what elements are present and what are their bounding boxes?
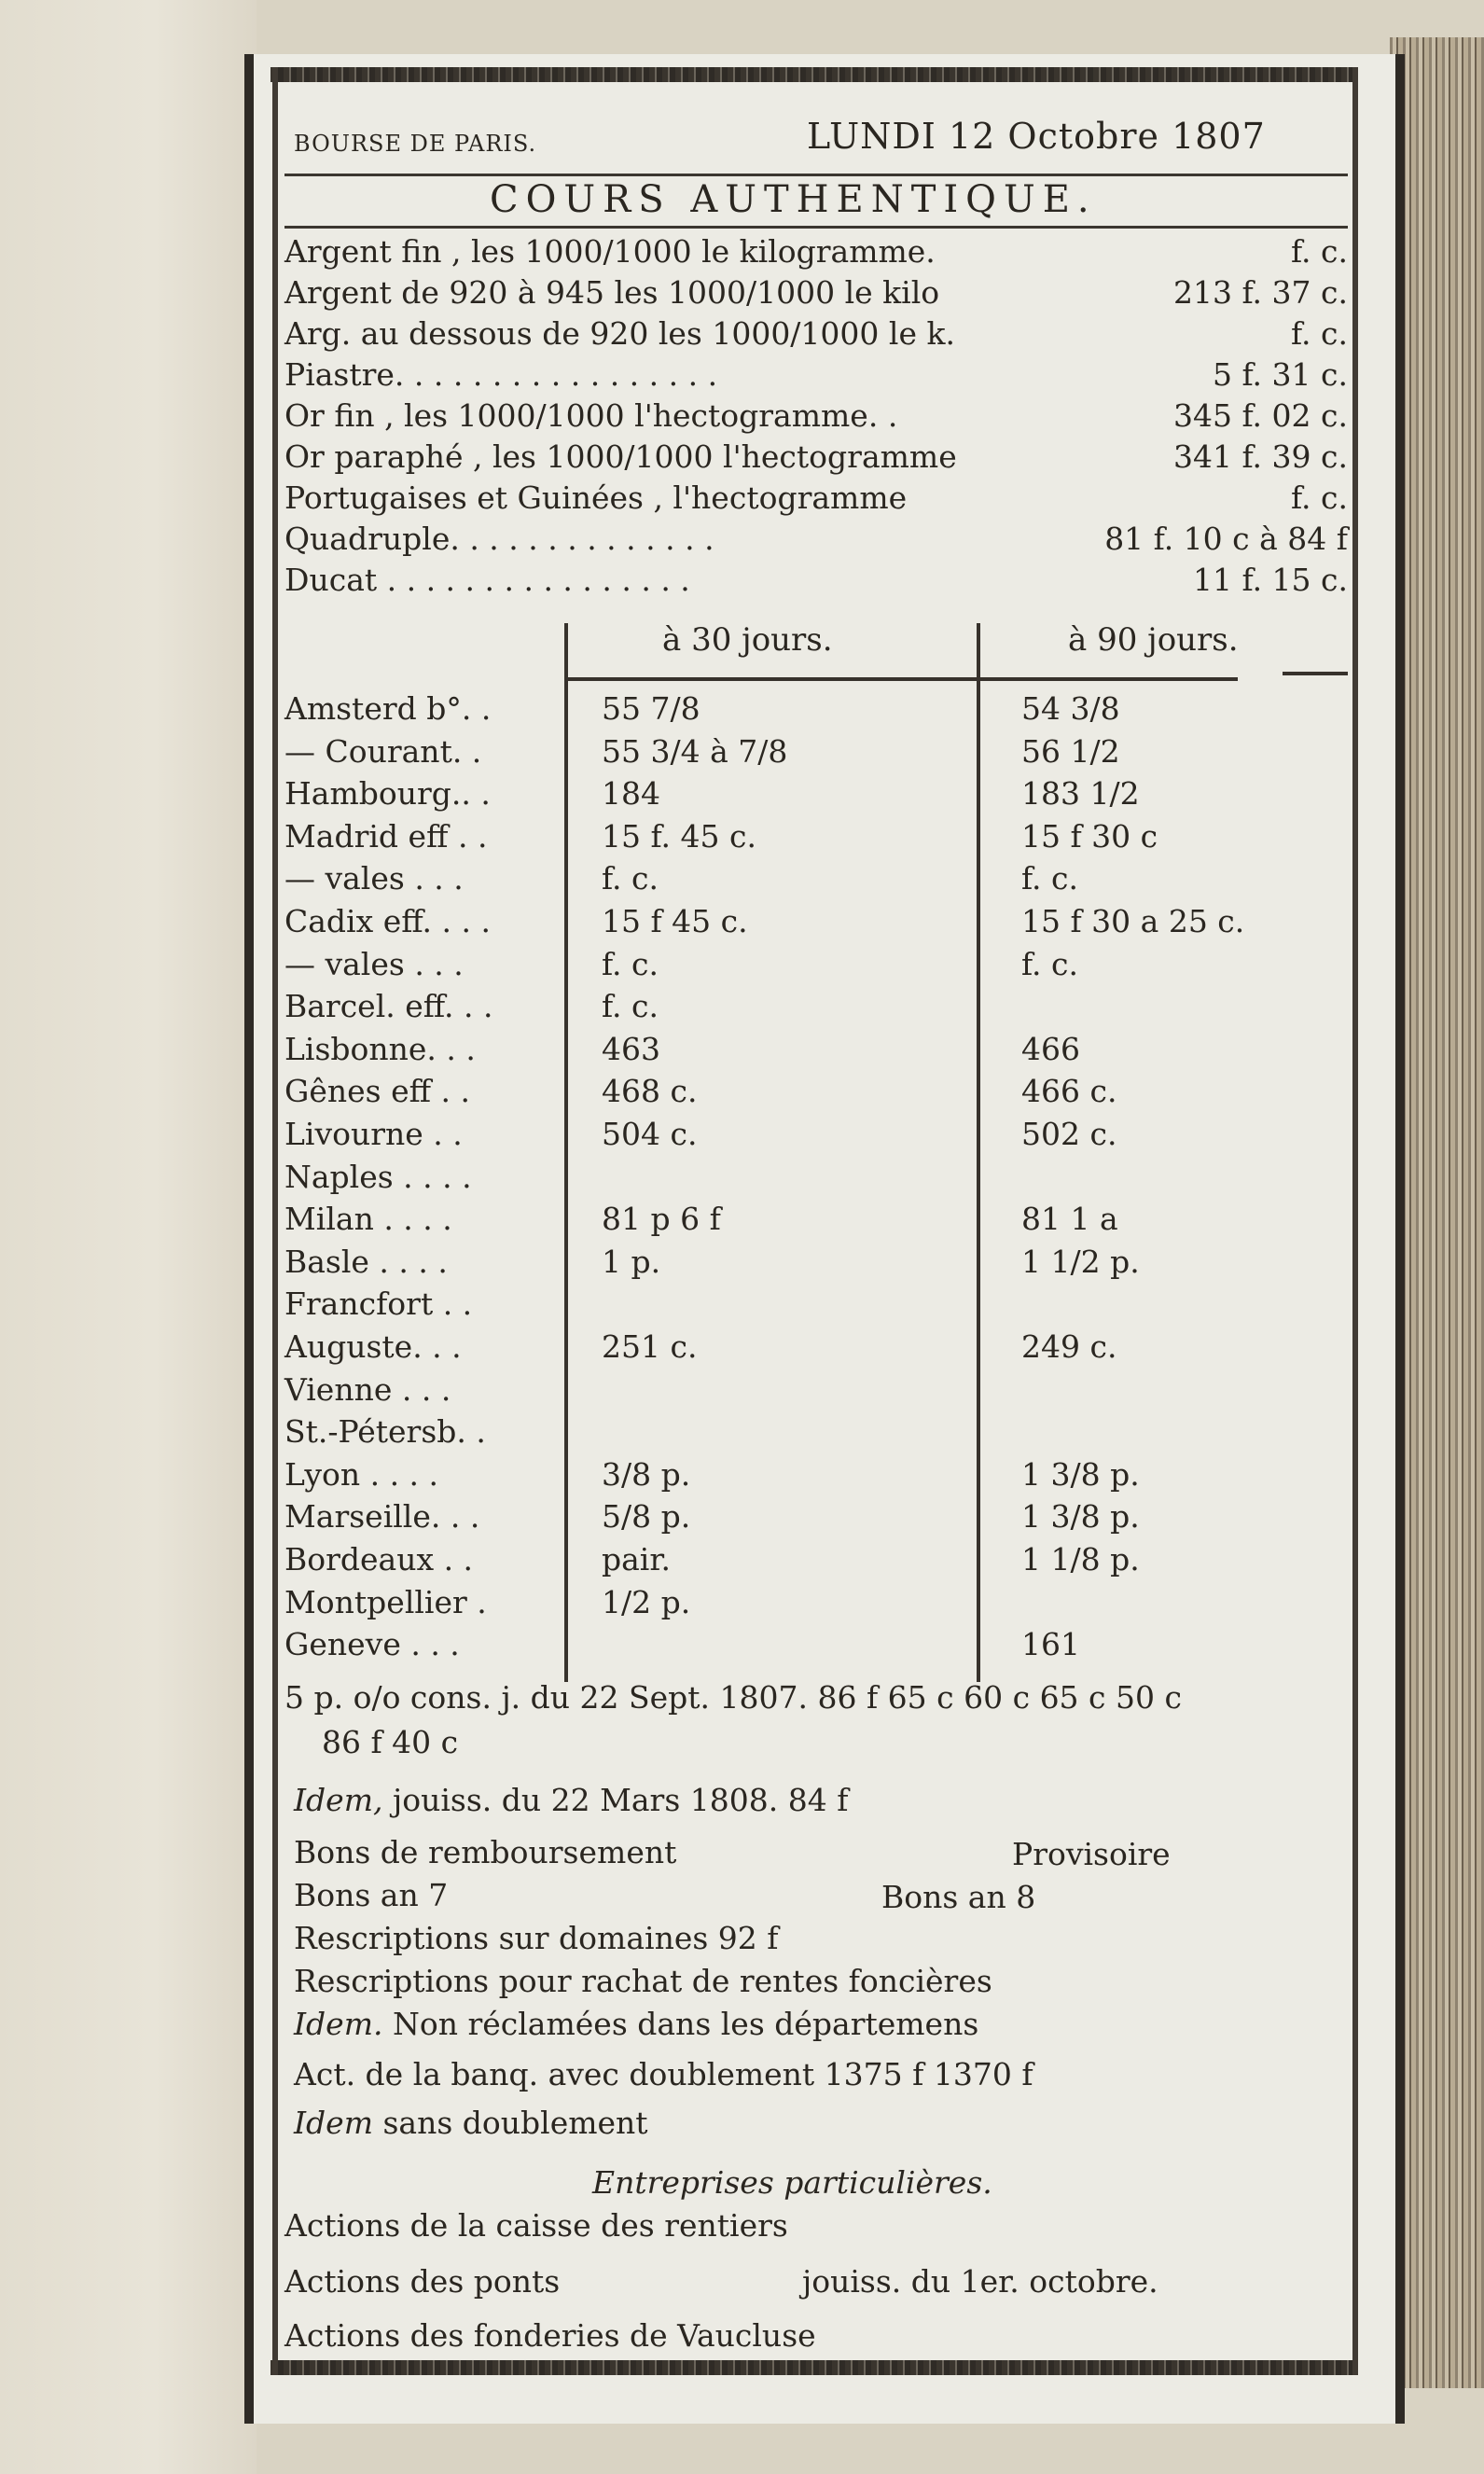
bons-remboursement: Bons de remboursement: [294, 1834, 677, 1870]
exchange-90-days: 466: [1021, 1031, 1080, 1067]
bons-an-7: Bons an 7: [294, 1877, 449, 1913]
exchange-90-days: 15 f 30 a 25 c.: [1021, 903, 1245, 939]
exchange-30-days: pair.: [602, 1541, 671, 1578]
exchange-30-days: 504 c.: [602, 1116, 698, 1152]
exchange-30-days: 251 c.: [602, 1328, 698, 1365]
actions-ponts: Actions des ponts: [284, 2263, 561, 2300]
exchange-30-days: f. c.: [602, 988, 659, 1024]
metal-value: 213 f. 37 c.: [1173, 274, 1348, 311]
exchange-place: Madrid eff . .: [284, 818, 488, 855]
exchange-30-days: 81 p 6 f: [602, 1201, 721, 1237]
exchange-90-days: f. c.: [1021, 946, 1078, 982]
table-header-rule-left: [564, 677, 1238, 681]
exchange-90-days: 56 1/2: [1021, 733, 1120, 770]
left-border: [272, 67, 278, 2375]
metal-value: 11 f. 15 c.: [1193, 562, 1348, 598]
exchange-place: Hambourg.. .: [284, 775, 491, 812]
exchange-place: Francfort . .: [284, 1286, 473, 1322]
exchange-90-days: 502 c.: [1021, 1116, 1117, 1152]
header-30-days: à 30 jours.: [662, 621, 833, 659]
metal-label: Argent fin , les 1000/1000 le kilogramme.: [284, 233, 936, 270]
page-title: COURS AUTHENTIQUE.: [490, 178, 1097, 221]
top-border: [270, 67, 1358, 82]
actions-fonderies: Actions des fonderies de Vaucluse: [284, 2317, 816, 2354]
rentes-line-1: 5 p. o/o cons. j. du 22 Sept. 1807. 86 f 65 c 60 c 65 c 50 c: [284, 1679, 1182, 1716]
right-border: [1352, 67, 1358, 2375]
exchange-place: Auguste. . .: [284, 1328, 462, 1365]
exchange-place: Livourne . .: [284, 1116, 463, 1152]
metal-value: 81 f. 10 c à 84 f: [1104, 521, 1348, 557]
exchange-30-days: 184: [602, 775, 660, 812]
header-date: LUNDI 12 Octobre 1807: [807, 116, 1266, 157]
idem-sans-doublement: [294, 2105, 648, 2142]
exchange-30-days: 468 c.: [602, 1073, 698, 1109]
bons-an-8: Bons an 8: [881, 1879, 1036, 1915]
exchange-90-days: 183 1/2: [1021, 775, 1140, 812]
exchange-30-days: 15 f. 45 c.: [602, 818, 756, 855]
exchange-90-days: 81 1 a: [1021, 1201, 1118, 1237]
exchange-place: Lisbonne. . .: [284, 1031, 476, 1067]
exchange-place: — Courant. .: [284, 733, 482, 770]
exchange-90-days: f. c.: [1021, 860, 1078, 896]
actions-banque: Act. de la banq. avec doublement 1375 f 1370 f: [294, 2056, 1033, 2092]
exchange-place: Cadix eff. . . .: [284, 903, 491, 939]
metal-label: Argent de 920 à 945 les 1000/1000 le kilo: [284, 274, 940, 311]
exchange-90-days: 161: [1021, 1626, 1080, 1662]
exchange-90-days: 1 3/8 p.: [1021, 1456, 1140, 1493]
rentes-line-2: 86 f 40 c: [322, 1724, 459, 1760]
exchange-place: St.-Pétersb. .: [284, 1413, 486, 1450]
bons-provisoire: Provisoire: [1012, 1836, 1171, 1872]
exchange-30-days: 55 7/8: [602, 690, 700, 727]
metal-value: 5 f. 31 c.: [1213, 356, 1348, 393]
metal-value: f. c.: [1291, 315, 1348, 352]
idem-sans-doublement-text: sans doublement: [382, 2105, 648, 2141]
exchange-place: Montpellier .: [284, 1584, 487, 1620]
exchange-place: Marseille. . .: [284, 1498, 480, 1535]
metal-label: Ducat . . . . . . . . . . . . . . . .: [284, 562, 690, 598]
metal-label: Piastre. . . . . . . . . . . . . . . . .: [284, 356, 718, 393]
metal-value: f. c.: [1291, 233, 1348, 270]
exchange-30-days: 1/2 p.: [602, 1584, 691, 1620]
exchange-90-days: 249 c.: [1021, 1328, 1117, 1365]
title-rule: [284, 226, 1348, 229]
rescriptions-domaines: Rescriptions sur domaines 92 f: [294, 1920, 779, 1956]
metal-label: Portugaises et Guinées , l'hectogramme: [284, 480, 908, 516]
exchange-30-days: 3/8 p.: [602, 1456, 691, 1493]
metal-value: 345 f. 02 c.: [1173, 397, 1348, 434]
rentes-idem-text: jouiss. du 22 Mars 1808. 84 f: [392, 1782, 849, 1818]
exchange-30-days: f. c.: [602, 860, 659, 896]
idem-non-reclamees-text: Non réclamées dans les départemens: [392, 2006, 979, 2042]
exchange-place: Amsterd b°. .: [284, 690, 492, 727]
exchange-place: Barcel. eff. . .: [284, 988, 493, 1024]
actions-ponts-note: jouiss. du 1er. octobre.: [802, 2263, 1158, 2300]
exchange-place: Geneve . . .: [284, 1626, 460, 1662]
exchange-place: Milan . . . .: [284, 1201, 452, 1237]
metal-value: 341 f. 39 c.: [1173, 438, 1348, 475]
exchange-30-days: 1 p.: [602, 1244, 661, 1280]
exchange-place: — vales . . .: [284, 860, 464, 896]
column-divider-left: [564, 623, 568, 1682]
exchange-place: Naples . . . .: [284, 1159, 472, 1195]
exchange-30-days: 5/8 p.: [602, 1498, 691, 1535]
table-header-rule-right: [1283, 672, 1348, 675]
header-90-days: à 90 jours.: [1068, 621, 1239, 659]
metal-label: Quadruple. . . . . . . . . . . . . .: [284, 521, 714, 557]
facing-page: [0, 0, 257, 2474]
rentes-idem-label: Idem,: [294, 1782, 383, 1818]
exchange-30-days: 15 f 45 c.: [602, 903, 748, 939]
exchange-30-days: 463: [602, 1031, 660, 1067]
exchange-90-days: 1 3/8 p.: [1021, 1498, 1140, 1535]
exchange-90-days: 466 c.: [1021, 1073, 1117, 1109]
exchange-90-days: 15 f 30 c: [1021, 818, 1158, 855]
exchange-place: Gênes eff . .: [284, 1073, 471, 1109]
metal-value: f. c.: [1291, 480, 1348, 516]
exchange-place: Lyon . . . .: [284, 1456, 439, 1493]
idem-non-reclamees-label: Idem.: [294, 2006, 383, 2042]
metal-label: Or paraphé , les 1000/1000 l'hectogramme: [284, 438, 957, 475]
entreprises-heading: Entreprises particulières.: [592, 2164, 992, 2201]
exchange-place: — vales . . .: [284, 946, 464, 982]
bottom-border: [270, 2360, 1358, 2375]
metal-label: Or fin , les 1000/1000 l'hectogramme. .: [284, 397, 898, 434]
exchange-30-days: f. c.: [602, 946, 659, 982]
idem-sans-doublement-label: Idem: [294, 2105, 373, 2141]
exchange-90-days: 54 3/8: [1021, 690, 1120, 727]
exchange-place: Vienne . . .: [284, 1371, 451, 1408]
header-left: BOURSE DE PARIS.: [294, 131, 537, 157]
exchange-place: Bordeaux . .: [284, 1541, 474, 1578]
metal-label: Arg. au dessous de 920 les 1000/1000 le k.: [284, 315, 955, 352]
rentes-idem: [294, 1782, 848, 1819]
exchange-90-days: 1 1/2 p.: [1021, 1244, 1140, 1280]
column-divider-right: [977, 623, 980, 1682]
actions-caisse-rentiers: Actions de la caisse des rentiers: [284, 2207, 788, 2244]
idem-non-reclamees: [294, 2006, 978, 2043]
exchange-90-days: 1 1/8 p.: [1021, 1541, 1140, 1578]
header-rule: [284, 174, 1348, 176]
exchange-place: Basle . . . .: [284, 1244, 448, 1280]
exchange-30-days: 55 3/4 à 7/8: [602, 733, 788, 770]
rescriptions-rachat: Rescriptions pour rachat de rentes foncières: [294, 1963, 992, 1999]
